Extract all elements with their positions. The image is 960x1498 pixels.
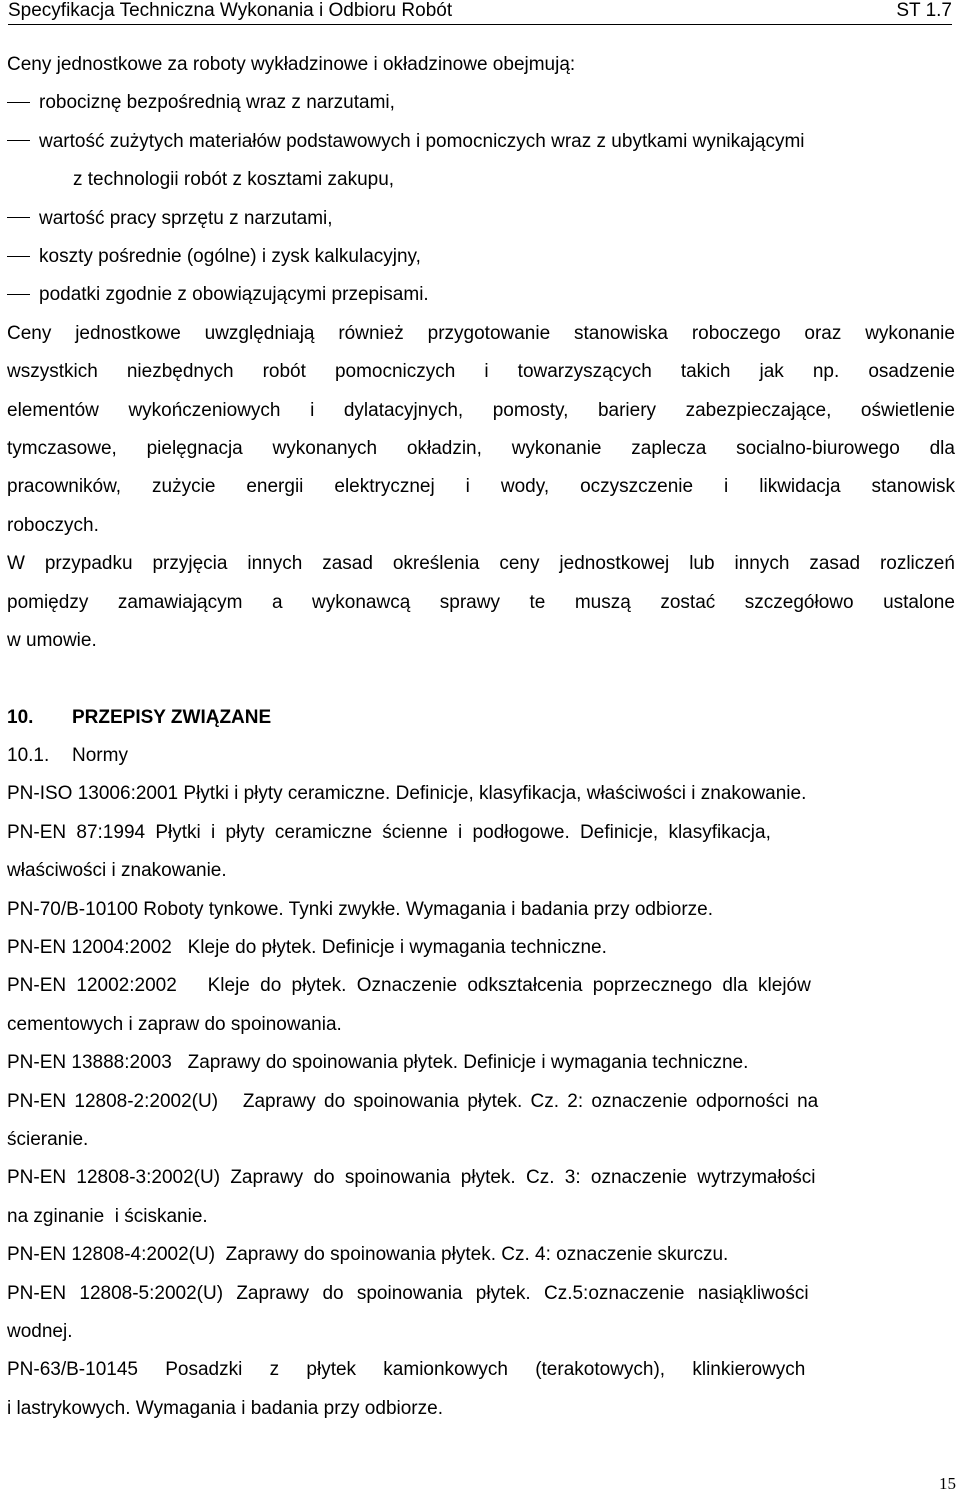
- document-body: [7, 46, 955, 1428]
- list-item-text: robociznę bezpośrednią wraz z narzutami,: [39, 92, 395, 114]
- norm-line: PN-EN 12808-4:2002(U) Zaprawy do spoinowania płytek. Cz. 4: oznaczenie skurczu.: [7, 1244, 729, 1266]
- norm-line: wodnej.: [7, 1321, 73, 1342]
- norm-line: PN-70/B-10100 Roboty tynkowe. Tynki zwykłe. Wymagania i badania przy odbiorze.: [7, 898, 713, 920]
- list-item: [7, 200, 955, 238]
- list-item: [7, 84, 955, 122]
- norm-line: na zginanie i ściskanie.: [7, 1205, 208, 1227]
- paragraph-line: W przypadku przyjęcia innych zasad określenia ceny jednostkowej lub innych zasad rozliczeń: [7, 553, 955, 575]
- norm-line: PN-EN 13888:2003 Zaprawy do spoinowania płytek. Definicje i wymagania techniczne.: [7, 1052, 749, 1074]
- header-code: ST 1.7: [896, 0, 952, 21]
- paragraph-line: tymczasowe, pielęgnacja wykonanych okładzin, wykonanie zaplecza socialno-biurowego dla: [7, 438, 955, 460]
- intro-text: Ceny jednostkowe za roboty wykładzinowe i okładzinowe obejmują:: [7, 54, 576, 75]
- dash-bullet: [7, 256, 30, 257]
- list-item-text: koszty pośrednie (ogólne) i zysk kalkulacyjny,: [39, 246, 421, 268]
- list-item-text: wartość pracy sprzętu z narzutami,: [39, 207, 333, 229]
- dash-bullet: [7, 217, 30, 218]
- header-title: Specyfikacja Techniczna Wykonania i Odbioru Robót: [8, 0, 453, 21]
- norm-line: PN-63/B-10145 Posadzki z płytek kamionkowych (terakotowych), klinkierowych: [7, 1359, 806, 1381]
- list-item-continuation: z technologii robót z kosztami zakupu,: [73, 169, 395, 191]
- section-number: 10.: [7, 706, 34, 728]
- list-item: [7, 238, 955, 276]
- norm-line: PN-EN 12808-5:2002(U) Zaprawy do spoinowania płytek. Cz.5:oznaczenie nasiąkliwości: [7, 1282, 809, 1304]
- list-item: [7, 123, 955, 161]
- dash-bullet: [7, 140, 30, 141]
- paragraph-line: pracowników, zużycie energii elektrycznej i wody, oczyszczenie i likwidacja stanowisk: [7, 476, 955, 498]
- norm-line: cementowych i zapraw do spoinowania.: [7, 1013, 342, 1035]
- norm-line: PN-EN 87:1994 Płytki i płyty ceramiczne ścienne i podłogowe. Definicje, klasyfikacja,: [7, 821, 771, 843]
- paragraph-line: elementów wykończeniowych i dylatacyjnych, pomosty, bariery zabezpieczające, oświetlenie: [7, 399, 955, 421]
- list-item-text: wartość zużytych materiałów podstawowych i pomocniczych wraz z ubytkami wynikającymi: [39, 130, 805, 152]
- paragraph-line: roboczych.: [7, 514, 99, 536]
- norm-line: właściwości i znakowanie.: [7, 860, 227, 882]
- paragraph-line: Ceny jednostkowe uwzględniają również przygotowanie stanowiska roboczego oraz wykonanie: [7, 322, 955, 344]
- subsection-heading: [7, 737, 955, 775]
- page-number: 15: [939, 1474, 956, 1493]
- norm-line: PN-EN 12004:2002 Kleje do płytek. Definicje i wymagania techniczne.: [7, 936, 607, 958]
- norm-line: i lastrykowych. Wymagania i badania przy odbiorze.: [7, 1397, 443, 1419]
- dash-bullet: [7, 102, 30, 103]
- norm-line: PN-ISO 13006:2001 Płytki i płyty ceramiczne. Definicje, klasyfikacja, właściwości i znakowanie.: [7, 783, 807, 805]
- page-header: [8, 0, 952, 25]
- norm-line: PN-EN 12808-3:2002(U) Zaprawy do spoinowania płytek. Cz. 3: oznaczenie wytrzymałości: [7, 1167, 816, 1189]
- norm-line: ścieranie.: [7, 1128, 89, 1150]
- subsection-title: Normy: [72, 744, 128, 766]
- list-item-text: podatki zgodnie z obowiązującymi przepisami.: [39, 284, 429, 306]
- norm-line: PN-EN 12808-2:2002(U) Zaprawy do spoinowania płytek. Cz. 2: oznaczenie odporności na: [7, 1090, 819, 1112]
- paragraph-line: w umowie.: [7, 630, 97, 652]
- norm-line: PN-EN 12002:2002 Kleje do płytek. Oznaczenie odkształcenia poprzecznego dla klejów: [7, 975, 811, 997]
- section-heading: [7, 699, 955, 737]
- subsection-number: 10.1.: [7, 744, 50, 766]
- paragraph-line: wszystkich niezbędnych robót pomocniczych i towarzyszących takich jak np. osadzenie: [7, 361, 955, 383]
- section-title: PRZEPISY ZWIĄZANE: [72, 706, 272, 728]
- paragraph-line: pomiędzy zamawiającym a wykonawcą sprawy te muszą zostać szczegółowo ustalone: [7, 591, 955, 613]
- dash-bullet: [7, 294, 30, 295]
- list-item: [7, 276, 955, 314]
